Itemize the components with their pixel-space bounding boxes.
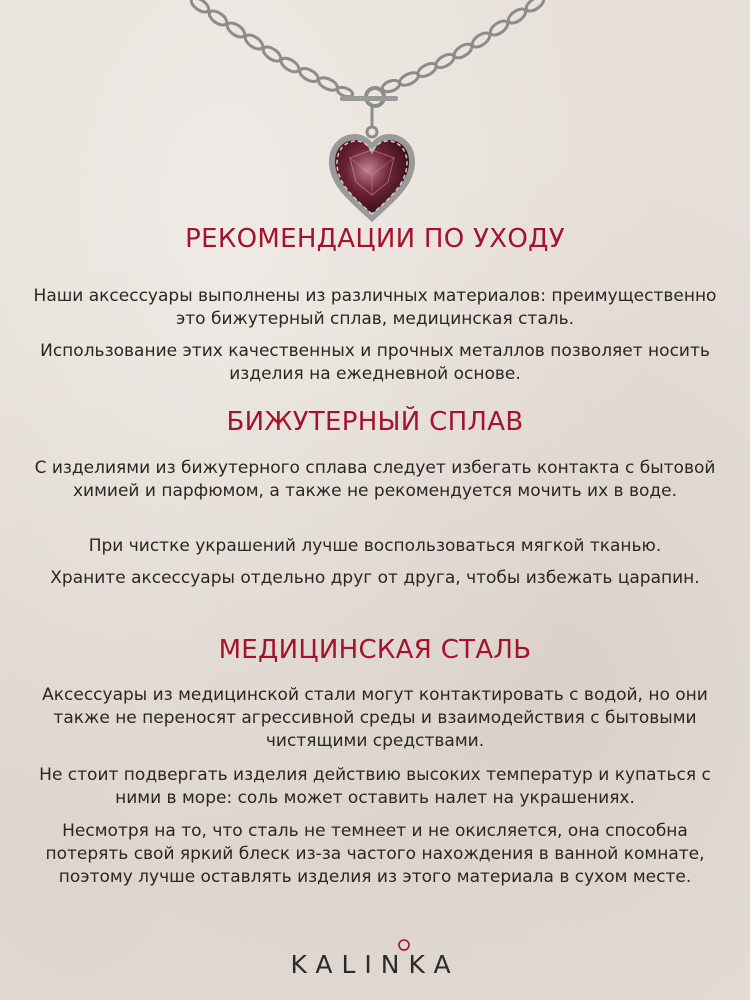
brand-logo: KALINKA bbox=[290, 950, 460, 979]
care-paragraph-materials: Наши аксессуары выполнены из различных материалов: преимущественно это бижутерный сплав, медицинская сталь. bbox=[33, 286, 717, 329]
steel-heading: МЕДИЦИНСКАЯ СТАЛЬ bbox=[218, 635, 532, 665]
heart-necklace-image bbox=[0, 0, 750, 230]
alloy-paragraph-cleaning: При чистке украшений лучше воспользоваться мягкой тканью. bbox=[88, 536, 662, 556]
alloy-heading: БИЖУТЕРНЫЙ СПЛАВ bbox=[226, 407, 524, 437]
steel-paragraph-water: Аксессуары из медицинской стали могут контактировать с водой, но они также не переносят агрессивной среды и взаимодействия с бытовыми чистящими средствами. bbox=[42, 685, 708, 751]
steel-paragraph-temperature: Не стоит подвергать изделия действию высоких температур и купаться с ними в море: соль может оставить налет на украшениях. bbox=[39, 765, 711, 808]
care-heading: РЕКОМЕНДАЦИИ ПО УХОДУ bbox=[185, 224, 565, 254]
alloy-paragraph-storage: Храните аксессуары отдельно друг от друга, чтобы избежать царапин. bbox=[50, 568, 700, 588]
steel-paragraph-shine: Несмотря на то, что сталь не темнеет и не окисляется, она способна потерять свой яркий блеск из-за частого нахождения в ванной комнате, поэтому лучше оставлять изделия из этого материала в сухом месте. bbox=[45, 821, 705, 887]
care-paragraph-daily-wear: Использование этих качественных и прочных металлов позволяет носить изделия на ежедневной основе. bbox=[40, 341, 710, 384]
alloy-paragraph-chemicals: С изделиями из бижутерного сплава следует избегать контакта с бытовой химией и парфюмом, а также не рекомендуется мочить их в воде. bbox=[34, 458, 716, 501]
